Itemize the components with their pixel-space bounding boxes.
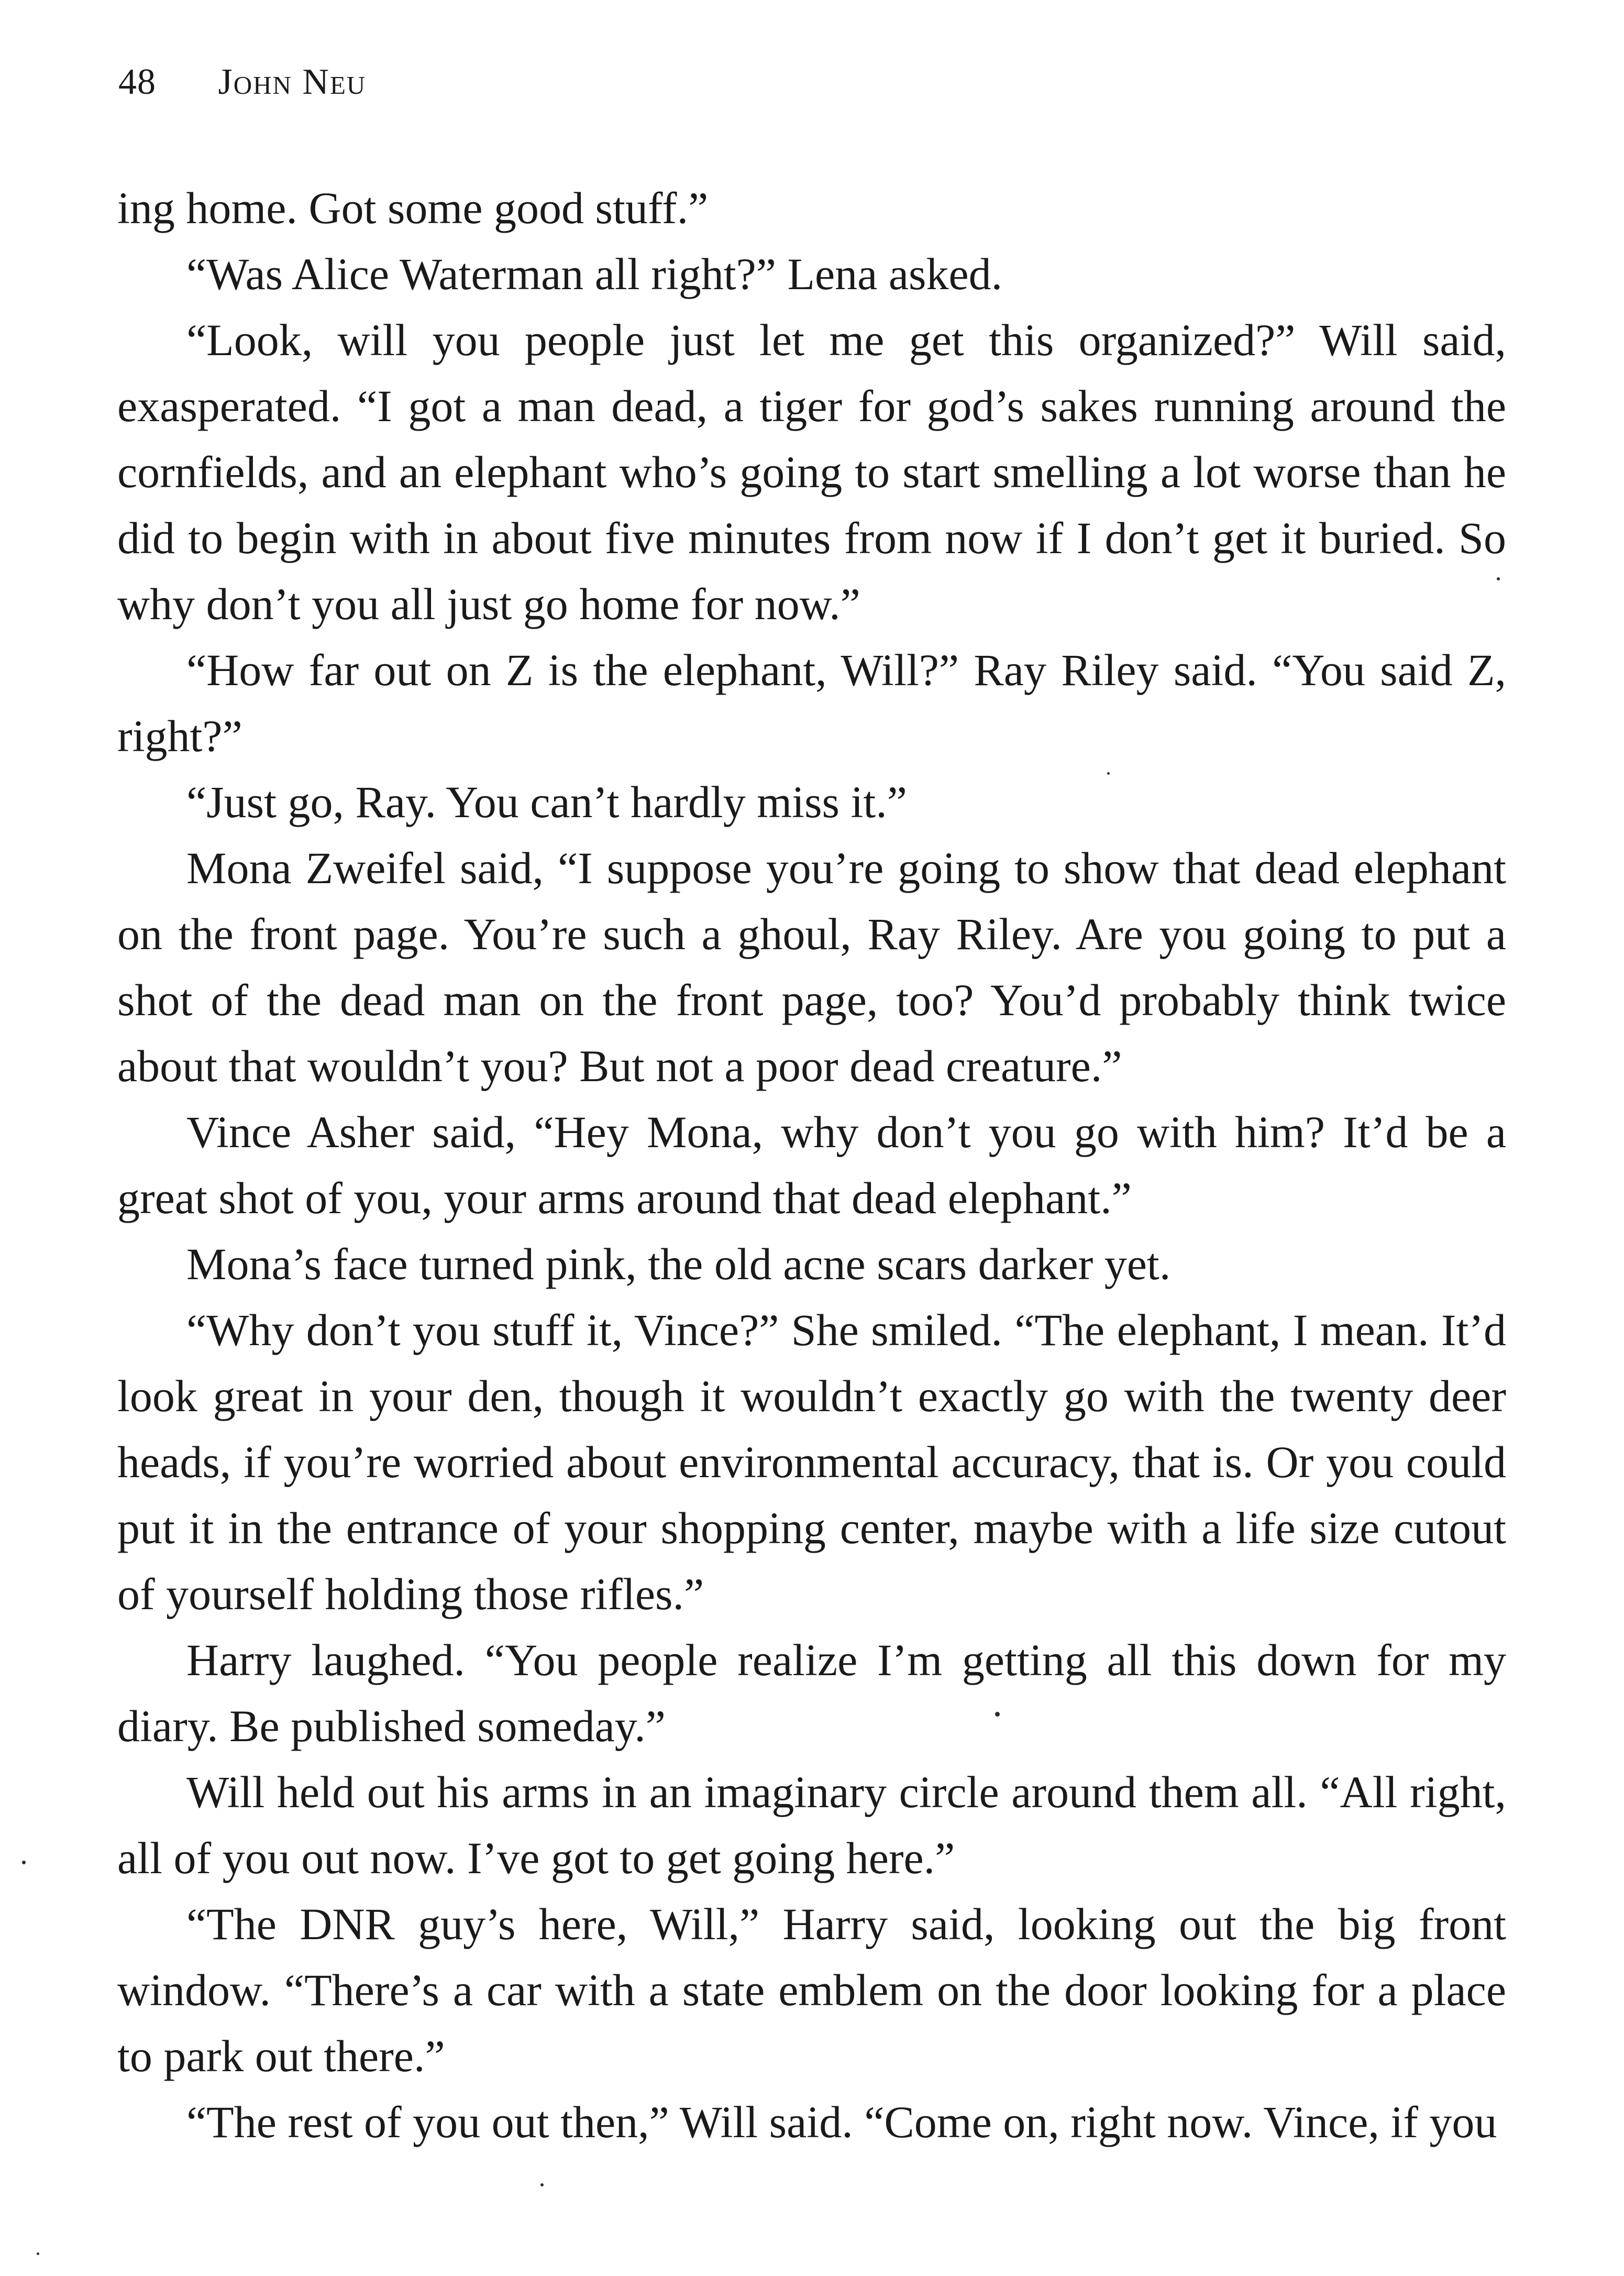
running-head (118, 64, 366, 101)
scan-speck (995, 1712, 1000, 1717)
paragraph: “The rest of you out then,” Will said. “Come on, right now. Vince, if you (186, 2097, 1497, 2147)
paragraph: “Just go, Ray. You can’t hardly miss it.” (186, 777, 907, 827)
scan-speck (22, 1861, 26, 1864)
scan-speck (1107, 772, 1110, 775)
paragraph: Harry laughed. “You people realize I’m getting all this down for my diary. Be published someday.” (117, 1635, 1506, 1751)
paragraph: “Why don’t you stuff it, Vince?” She smiled. “The elephant, I mean. It’d look great in your den, though it wouldn’t exactly go with the twenty deer heads, if you’re worried about environmental accuracy, that is. Or you could put it in the entrance of your shopping center, maybe with a life size cutout of yourself holding those rifles.” (117, 1305, 1506, 1619)
paragraph: “Look, will you people just let me get this organized?” Will said, exasperated. “I got a man dead, a tiger for god’s sakes running around the cornfields, and an elephant who’s going to start smelling a lot worse than he did to begin with in about five minutes from now if I don’t get it buried. So why don’t you all just go home for now.” (117, 315, 1506, 629)
scan-speck (37, 2252, 39, 2255)
running-head-author: John Neu (218, 62, 367, 102)
scan-speck (540, 2183, 544, 2186)
paragraph: “How far out on Z is the elephant, Will?” Ray Riley said. “You said Z, right?” (117, 645, 1506, 761)
paragraph: “The DNR guy’s here, Will,” Harry said, looking out the big front window. “There’s a car with a state emblem on the door looking for a place to park out there.” (117, 1899, 1506, 2081)
page-number: 48 (118, 62, 156, 102)
paragraph: “Was Alice Waterman all right?” Lena asked. (186, 249, 1003, 299)
body-text (117, 175, 1506, 2155)
paragraph: Vince Asher said, “Hey Mona, why don’t you go with him? It’d be a great shot of you, your arms around that dead elephant.” (117, 1107, 1506, 1223)
paragraph: ing home. Got some good stuff.” (117, 183, 709, 233)
paragraph: Mona’s face turned pink, the old acne scars darker yet. (186, 1239, 1171, 1289)
scan-speck (1497, 577, 1500, 580)
paragraph: Will held out his arms in an imaginary circle around them all. “All right, all of you out now. I’ve got to get going here.” (117, 1767, 1506, 1883)
paragraph: Mona Zweifel said, “I suppose you’re going to show that dead elephant on the front page. You’re such a ghoul, Ray Riley. Are you going to put a shot of the dead man on the front page, too? You’d probably think twice about that wouldn’t you? But not a poor dead creature.” (117, 843, 1506, 1091)
